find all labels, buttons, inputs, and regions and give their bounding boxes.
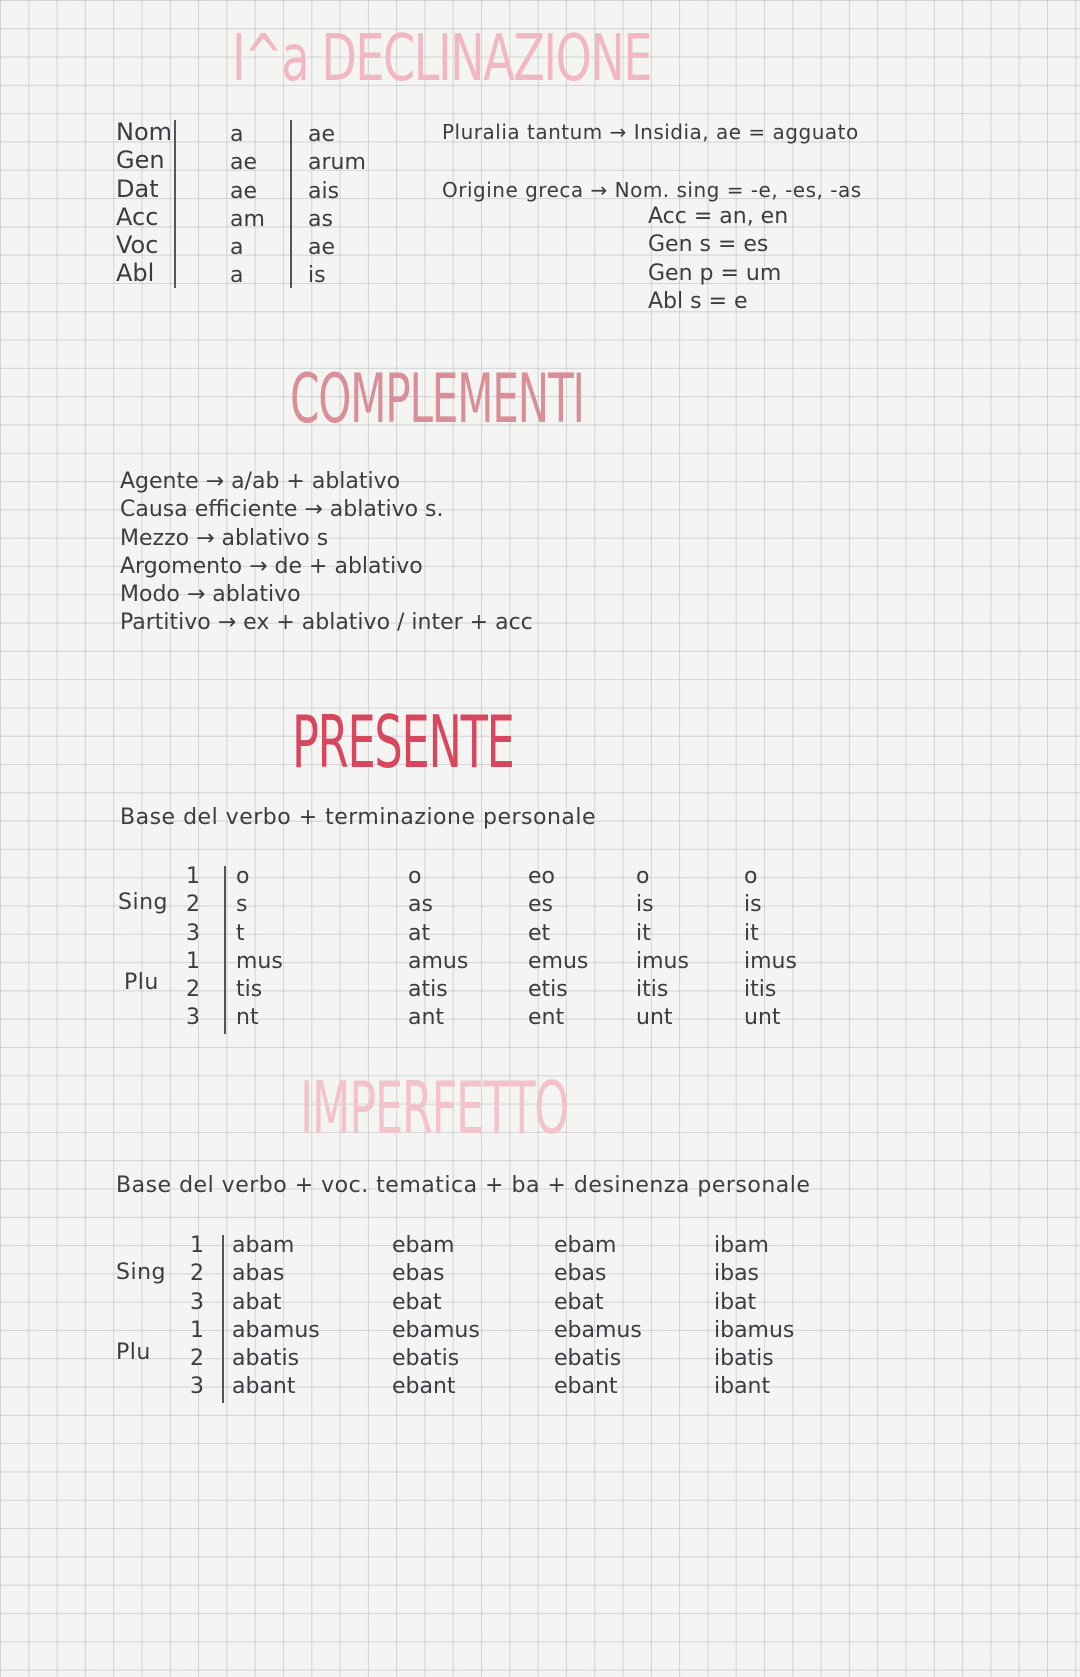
ending: ebatis xyxy=(392,1346,460,1372)
note-pluralia-tantum: Pluralia tantum → Insidia, ae = agguato xyxy=(442,120,859,144)
ending: mus xyxy=(236,948,283,974)
complemento-item: Argomento → de + ablativo xyxy=(120,553,423,579)
ending: it xyxy=(636,920,651,946)
imperfetto-formula: Base del verbo + voc. tematica + ba + desinenza personale xyxy=(116,1173,811,1198)
ending: o xyxy=(636,864,650,889)
ending: ibam xyxy=(714,1233,769,1258)
ending: at xyxy=(408,920,431,946)
ending: unt xyxy=(744,1005,781,1031)
ending: emus xyxy=(528,948,589,974)
complemento-item: Partitivo → ex + ablativo / inter + acc xyxy=(120,610,533,636)
imperfetto-col-3 xyxy=(554,1232,642,1402)
case-names xyxy=(116,118,172,288)
ending: t xyxy=(236,920,245,946)
ending: it xyxy=(744,920,759,946)
case-name: Nom xyxy=(116,118,173,146)
imperfetto-col-2 xyxy=(392,1232,480,1402)
ending: ebant xyxy=(392,1374,456,1400)
person-number: 3 xyxy=(190,1289,204,1315)
ending: amus xyxy=(408,948,469,974)
singular-ending: a xyxy=(230,263,244,289)
ending: ibant xyxy=(714,1374,771,1400)
divider xyxy=(174,120,176,288)
ending: is xyxy=(636,892,654,918)
ending: ebas xyxy=(392,1261,445,1287)
greek-origin-item: Gen s = es xyxy=(648,232,769,258)
ending: ebam xyxy=(392,1233,455,1258)
complemento-item: Modo → ablativo xyxy=(120,582,301,608)
ending: itis xyxy=(636,977,669,1003)
ending: o xyxy=(408,864,422,889)
title-complementi: COMPLEMENTI xyxy=(290,360,584,439)
plural-ending: ae xyxy=(308,235,336,261)
ending: es xyxy=(528,892,553,918)
ending: ent xyxy=(528,1005,565,1031)
plural-ending: ais xyxy=(308,178,340,204)
case-name: Acc xyxy=(116,202,159,231)
person-number: 1 xyxy=(186,948,200,974)
ending: itis xyxy=(744,977,777,1003)
person-number: 1 xyxy=(190,1233,204,1258)
ending: et xyxy=(528,920,551,946)
complementi-list xyxy=(120,468,533,638)
ending: ebat xyxy=(392,1289,442,1315)
ending: imus xyxy=(744,948,797,974)
ending: abat xyxy=(232,1289,282,1315)
ending: abatis xyxy=(232,1346,300,1372)
person-number: 3 xyxy=(190,1374,204,1400)
case-name: Abl xyxy=(116,259,155,288)
plural-endings xyxy=(308,121,366,291)
singular-ending: ae xyxy=(230,178,258,204)
presente-col-1 xyxy=(236,863,283,1033)
presente-formula: Base del verbo + terminazione personale xyxy=(120,805,597,830)
greek-origin-item: Acc = an, en xyxy=(648,204,789,229)
ending: ebat xyxy=(554,1289,604,1315)
complemento-item: Mezzo → ablativo s xyxy=(120,525,329,551)
presente-persons xyxy=(186,863,200,1033)
ending: abamus xyxy=(232,1317,320,1343)
ending: abant xyxy=(232,1374,296,1400)
presente-col-5 xyxy=(744,863,797,1033)
note-origine-greca: Origine greca → Nom. sing = -e, -es, -as xyxy=(442,178,862,202)
ending: as xyxy=(408,892,433,918)
plural-ending: as xyxy=(308,206,333,232)
greek-origin-list xyxy=(648,203,788,316)
person-number: 2 xyxy=(186,892,200,918)
ending: nt xyxy=(236,1005,259,1031)
ending: ebant xyxy=(554,1374,618,1400)
ending: o xyxy=(236,864,250,889)
title-imperfetto: IMPERFETTO xyxy=(300,1066,569,1150)
singular-ending: am xyxy=(230,206,265,232)
ending: is xyxy=(744,892,762,918)
imperfetto-group-sing: Sing xyxy=(116,1260,166,1285)
greek-origin-item: Abl s = e xyxy=(648,288,748,314)
imperfetto-col-4 xyxy=(714,1232,794,1402)
person-number: 2 xyxy=(190,1346,204,1372)
case-name: Voc xyxy=(116,231,159,260)
presente-group-plu: Plu xyxy=(124,970,159,995)
person-number: 2 xyxy=(186,977,200,1003)
ending: ibat xyxy=(714,1289,757,1315)
singular-ending: a xyxy=(230,235,244,261)
imperfetto-col-1 xyxy=(232,1232,320,1402)
case-name: Dat xyxy=(116,174,159,203)
ending: ebas xyxy=(554,1261,607,1287)
person-number: 2 xyxy=(190,1261,204,1287)
divider xyxy=(290,120,292,288)
ending: ebamus xyxy=(554,1317,642,1343)
ending: abam xyxy=(232,1233,295,1258)
person-number: 3 xyxy=(186,920,200,946)
divider xyxy=(222,1235,224,1403)
ending: abas xyxy=(232,1261,285,1287)
person-number: 1 xyxy=(186,864,200,889)
ending: ibas xyxy=(714,1261,760,1287)
singular-ending: a xyxy=(230,122,244,147)
presente-col-3 xyxy=(528,863,588,1033)
ending: ibamus xyxy=(714,1317,795,1343)
greek-origin-item: Gen p = um xyxy=(648,260,782,286)
ending: imus xyxy=(636,948,689,974)
plural-ending: is xyxy=(308,263,326,289)
ending: atis xyxy=(408,977,448,1003)
plural-ending: arum xyxy=(308,150,366,176)
ending: ant xyxy=(408,1005,445,1031)
complemento-item: Causa efficiente → ablativo s. xyxy=(120,497,444,523)
imperfetto-persons xyxy=(190,1232,204,1402)
complemento-item: Agente → a/ab + ablativo xyxy=(120,469,401,494)
ending: unt xyxy=(636,1005,673,1031)
presente-col-2 xyxy=(408,863,468,1033)
presente-group-sing: Sing xyxy=(118,890,168,915)
person-number: 3 xyxy=(186,1005,200,1031)
ending: ebatis xyxy=(554,1346,622,1372)
title-presente: PRESENTE xyxy=(292,700,514,784)
case-name: Gen xyxy=(116,146,165,175)
ending: ibatis xyxy=(714,1346,774,1372)
imperfetto-group-plu: Plu xyxy=(116,1340,151,1365)
person-number: 1 xyxy=(190,1317,204,1343)
title-declinazione: I^a DECLINAZIONE xyxy=(232,22,652,96)
plural-ending: ae xyxy=(308,122,336,147)
ending: o xyxy=(744,864,758,889)
divider xyxy=(224,866,226,1034)
singular-ending: ae xyxy=(230,150,258,176)
presente-col-4 xyxy=(636,863,689,1033)
singular-endings xyxy=(230,121,265,291)
ending: tis xyxy=(236,977,263,1003)
ending: ebam xyxy=(554,1233,617,1258)
ending: s xyxy=(236,892,248,918)
ending: eo xyxy=(528,864,555,889)
ending: ebamus xyxy=(392,1317,480,1343)
ending: etis xyxy=(528,977,568,1003)
